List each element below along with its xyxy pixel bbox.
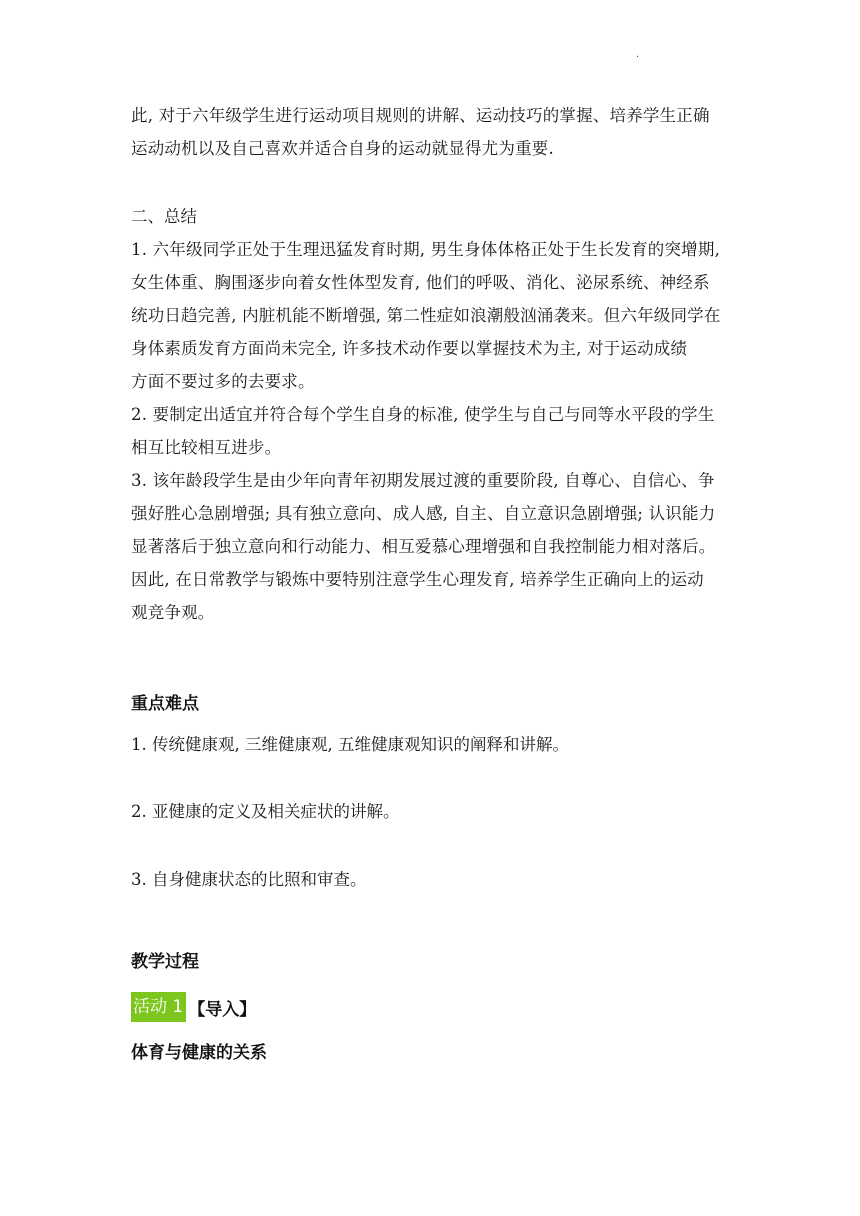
text-line: 观竞争观。 — [131, 603, 215, 622]
activity-title: 【导入】 — [188, 999, 257, 1020]
key-point-item: 2. 亚健康的定义及相关症状的讲解。 — [131, 802, 400, 821]
text-line: 1. 六年级同学正处于生理迅猛发育时期, 男生身体体格正处于生长发育的突增期, — [131, 240, 721, 259]
text-line: 此, 对于六年级学生进行运动项目规则的讲解、运动技巧的掌握、培养学生正确 — [131, 106, 710, 125]
intro-paragraph — [131, 99, 731, 165]
key-point-item: 1. 传统健康观, 三维健康观, 五维健康观知识的阐释和讲解。 — [131, 735, 569, 754]
text-line: 因此, 在日常教学与锻炼中要特别注意学生心理发育, 培养学生正确向上的运动 — [131, 570, 704, 589]
text-line: 女生体重、胸围逐步向着女性体型发育, 他们的呼吸、消化、泌尿系统、神经系 — [131, 273, 710, 292]
text-line: 3. 该年龄段学生是由少年向青年初期发展过渡的重要阶段, 自尊心、自信心、争 — [131, 471, 715, 490]
summary-body — [131, 233, 731, 629]
process-subheading: 体育与健康的关系 — [131, 1043, 267, 1063]
text-line: 2. 要制定出适宜并符合每个学生自身的标准, 使学生与自己与同等水平段的学生 — [131, 405, 715, 424]
summary-heading: 二、总结 — [131, 207, 197, 226]
activity-tag: 活动 1 — [131, 992, 186, 1022]
text-line: 相互比较相互进步。 — [131, 438, 282, 457]
text-line: 统功日趋完善, 内脏机能不断增强, 第二性症如浪潮般汹涌袭来。但六年级同学在 — [131, 306, 721, 325]
key-point-item: 3. 自身健康状态的比照和审查。 — [131, 870, 367, 889]
page-mark: · — [636, 52, 640, 63]
text-line: 身体素质发育方面尚未完全, 许多技术动作要以掌握技术为主, 对于运动成绩 — [131, 339, 688, 358]
process-heading: 教学过程 — [131, 952, 199, 972]
text-line: 方面不要过多的去要求。 — [131, 372, 315, 391]
activity-row — [131, 992, 256, 1022]
key-points-heading: 重点难点 — [131, 694, 199, 714]
text-line: 显著落后于独立意向和行动能力、相互爱慕心理增强和自我控制能力相对落后。 — [131, 537, 716, 556]
text-line: 运动动机以及自己喜欢并适合自身的运动就显得尤为重要. — [131, 139, 554, 158]
text-line: 强好胜心急剧增强; 具有独立意向、成人感, 自主、自立意识急剧增强; 认识能力 — [131, 504, 716, 523]
